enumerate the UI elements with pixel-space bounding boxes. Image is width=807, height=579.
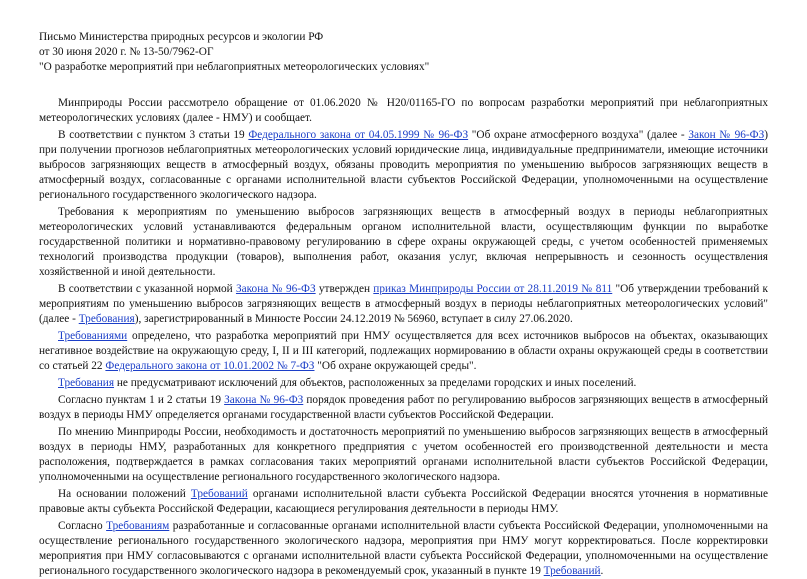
document-link[interactable]: Требованиям [106,520,170,532]
paragraph-text: "Об утверждении требований к мероприятиям по уменьшению выбросов загрязняющих веществ в атмосферный воздух в периоды неблагоприятных метеорологических условий" (далее - [39,283,768,325]
document-link[interactable]: Закон № 96-ФЗ [688,129,765,141]
paragraph-text: В соответствии с пунктом 3 статьи 19 [58,129,249,141]
paragraph-text: Требования к мероприятиям по уменьшению выбросов загрязняющих веществ в атмосферный воздух в периоды неблагоприятных метеорологических условий устанавливаются федеральным органом исполнительной власти, осуществляющим функции по выработке государственной политики и нормативно-правовому регулированию в сфере охраны окружающей среды, с учетом особенностей применяемых технологий производства продукции (товаров), выполнения работ, оказания услуг, включая непрерывность и сезонность осуществления хозяйственной и иной деятельности. [39,206,768,278]
paragraph-text: разработанные и согласованные органами исполнительной власти субъекта Российской Федерации, уполномоченными на осуществление регионального государственного экологического надзора, мероприятия при НМУ могут корректироваться. После корректировки мероприятия при НМУ согласовываются с органами исполнительной власти субъекта Российской Федерации, уполномоченными на осуществление регионального государственного экологического надзора в рекомендуемый срок, указанный в пункте 19 [39,520,768,577]
paragraph-text: ), зарегистрированный в Минюсте России 24.12.2019 № 56960, вступает в силу 27.06.2020. [134,313,573,325]
letter-date-number: от 30 июня 2020 г. № 13-50/7962-ОГ [39,46,214,58]
paragraph-text: определено, что разработка мероприятий при НМУ осуществляется для всех источников выбросов на объектах, оказывающих негативное воздействие на окружающую среду, I, II и III категорий, подлежащих нормированию в области охраны окружающей среды в соответствии со статьей 22 [39,330,768,372]
document-link[interactable]: Федерального закона от 10.01.2002 № 7-ФЗ [105,360,315,372]
document-link[interactable]: приказ Минприроды России от 28.11.2019 № 811 [373,283,613,295]
paragraph [39,376,768,391]
document-link[interactable]: Федерального закона от 04.05.1999 № 96-ФЗ [248,129,469,141]
document-link[interactable]: Требования [58,377,115,389]
paragraph-text: ) при получении прогнозов неблагоприятных метеорологических условий юридические лица, индивидуальные предприниматели, имеющие источники выбросов загрязняющих веществ в атмосферный воздух, обязаны проводить мероприятия по уменьшению выбросов загрязняющих веществ в атмосферный воздух, согласованные с органами исполнительной власти субъектов Российской Федерации, уполномоченными на осуществление регионального государственного экологического надзора. [39,129,768,201]
paragraph-text: По мнению Минприроды России, необходимость и достаточность мероприятий по уменьшению выбросов загрязняющих веществ в атмосферный воздух в периоды НМУ, разработанных для конкретного предприятия с учетом особенностей его производственной деятельности и места расположения, подтверждается в рамках согласования таких мероприятий органами исполнительной власти субъектов Российской Федерации, уполномоченными на осуществление регионального государственного экологического надзора. [39,426,768,483]
paragraph [39,329,768,374]
letter-subject: "О разработке мероприятий при неблагоприятных метеорологических условиях" [39,61,430,73]
paragraph-text: Согласно [58,520,107,532]
paragraph-text: порядок проведения работ по регулированию выбросов загрязняющих веществ в атмосферный воздух в периоды НМУ определяется органами государственной власти субъектов Российской Федерации. [39,394,768,421]
paragraph-text: "Об охране атмосферного воздуха" (далее - [468,129,689,141]
document-link[interactable]: Требования [78,313,135,325]
paragraph-text: На основании положений [58,488,191,500]
document-link[interactable]: Требований [543,565,601,577]
paragraph [39,519,768,579]
paragraph [39,205,768,280]
paragraph [39,393,768,423]
paragraph-text: "Об охране окружающей среды". [314,360,477,372]
letter-title: Письмо Министерства природных ресурсов и экологии РФ [39,31,324,43]
document-link[interactable]: Требований [190,488,248,500]
document-header [39,30,768,75]
paragraph [39,425,768,485]
paragraph [39,282,768,327]
paragraph [39,96,768,126]
document-link[interactable]: Закона № 96-ФЗ [224,394,304,406]
document-link[interactable]: Закона № 96-ФЗ [235,283,316,295]
paragraph-text: утвержден [315,283,374,295]
paragraph-text: Согласно пунктам 1 и 2 статьи 19 [58,394,225,406]
paragraph-text: . [600,565,604,577]
document-link[interactable]: Требованиями [58,330,128,342]
paragraph-text: В соответствии с указанной нормой [58,283,236,295]
paragraph [39,128,768,203]
paragraph-text: органами исполнительной власти субъекта Российской Федерации вносятся уточнения в нормативные правовые акты субъекта Российской Федерации, касающиеся регулирования деятельности в периоды НМУ. [39,488,768,515]
paragraph-text: Минприроды России рассмотрело обращение от 01.06.2020 № Н20/01165-ГО по вопросам разработки мероприятий при неблагоприятных метеорологических условиях (далее - НМУ) и сообщает. [39,97,768,124]
document-body [39,96,768,579]
paragraph [39,487,768,517]
paragraph-text: не предусматривают исключений для объектов, расположенных за пределами городских и иных поселений. [114,377,637,389]
